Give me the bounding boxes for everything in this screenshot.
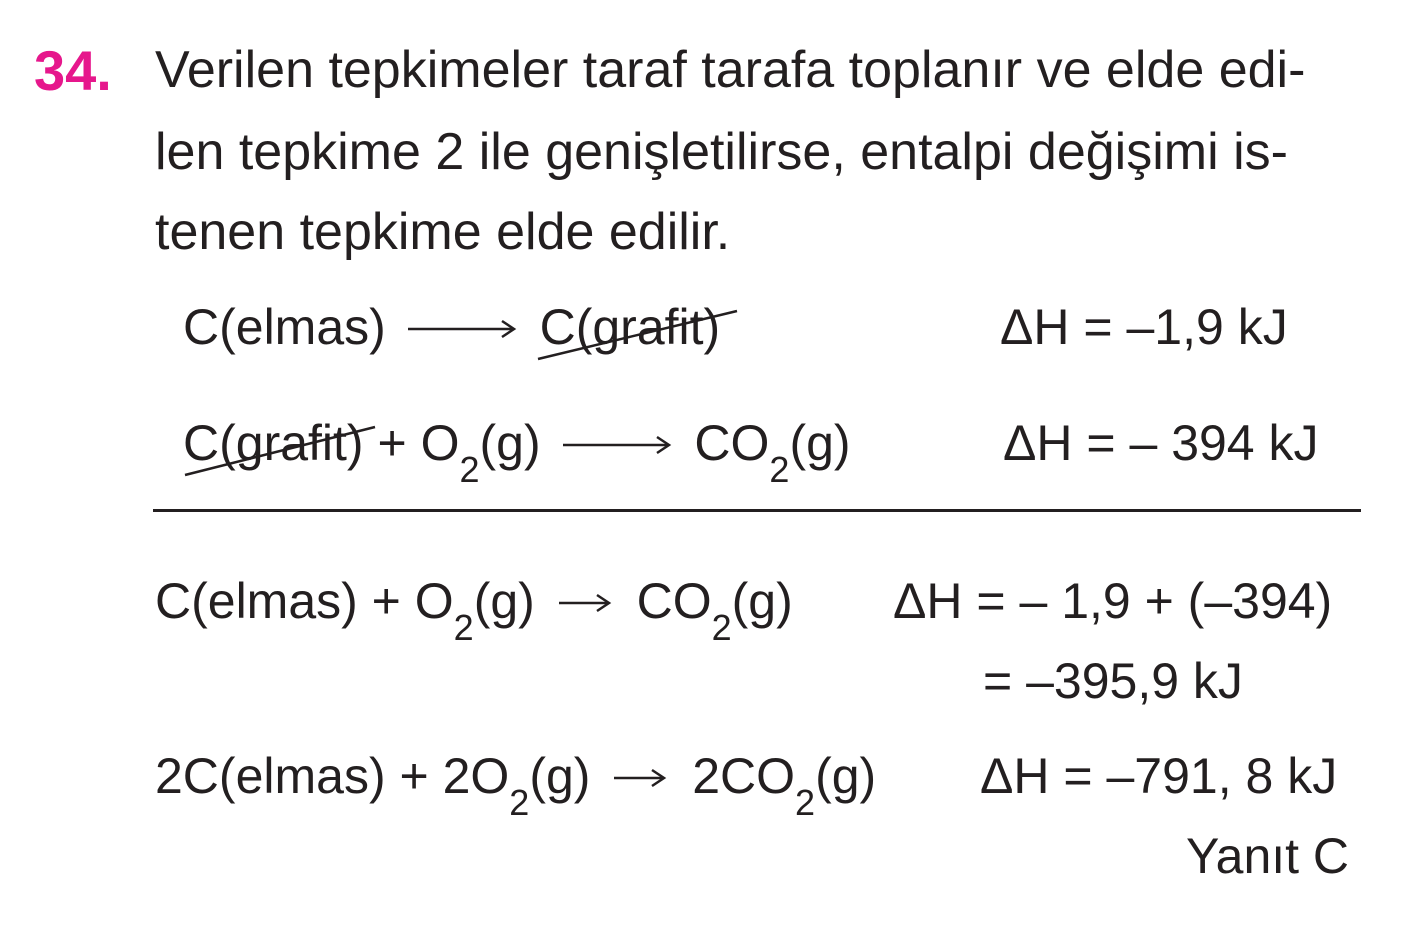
reaction-2-reactant-cancelled: C(grafit)	[183, 413, 364, 473]
sum-product: CO	[636, 573, 712, 629]
reaction-2-product: CO	[694, 415, 770, 471]
final-reactants: 2C(elmas) + 2O	[155, 748, 510, 804]
state-label: (g)	[789, 415, 851, 471]
final-equation	[155, 746, 877, 823]
final-product: 2CO	[692, 748, 796, 804]
subscript: 2	[509, 782, 530, 823]
final-enthalpy: ΔH = –791, 8 kJ	[980, 748, 1338, 804]
subscript: 2	[795, 782, 816, 823]
state-label: (g)	[479, 415, 541, 471]
subscript: 2	[459, 449, 480, 490]
reaction-2-oxygen: + O	[377, 415, 460, 471]
reaction-2-equation	[183, 413, 851, 490]
subscript: 2	[769, 449, 790, 490]
state-label: (g)	[815, 748, 877, 804]
subscript: 2	[453, 607, 474, 648]
strikethrough-icon	[175, 423, 375, 473]
question-line-1: Verilen tepkimeler taraf tarafa toplanır ve elde edi-	[155, 41, 1306, 99]
reaction-1-enthalpy: ΔH = –1,9 kJ	[1000, 299, 1288, 355]
long-arrow-icon	[408, 318, 518, 340]
arrow-icon	[559, 592, 613, 614]
question-line-2: len tepkime 2 ile genişletilirse, entalpi değişimi is-	[155, 123, 1288, 181]
state-label: (g)	[529, 748, 591, 804]
sum-equation	[155, 571, 793, 648]
reaction-2-enthalpy: ΔH = – 394 kJ	[1003, 415, 1319, 471]
answer-label: Yanıt C	[1186, 828, 1350, 884]
sum-enthalpy-expression: ΔH = – 1,9 + (–394)	[893, 573, 1333, 629]
reaction-1-reactant: C(elmas)	[183, 299, 386, 355]
arrow-icon	[614, 767, 668, 789]
sum-reactants: C(elmas) + O	[155, 573, 454, 629]
sum-divider	[153, 509, 1361, 512]
sum-enthalpy-result: = –395,9 kJ	[983, 653, 1243, 709]
long-arrow-icon	[563, 434, 673, 456]
question-line-3: tenen tepkime elde edilir.	[155, 203, 731, 261]
question-number: 34.	[34, 39, 112, 102]
reaction-1-product-cancelled: C(grafit)	[540, 297, 721, 357]
subscript: 2	[711, 607, 732, 648]
strikethrough-icon	[532, 307, 732, 357]
reaction-1-equation	[183, 297, 720, 357]
state-label: (g)	[473, 573, 535, 629]
state-label: (g)	[731, 573, 793, 629]
